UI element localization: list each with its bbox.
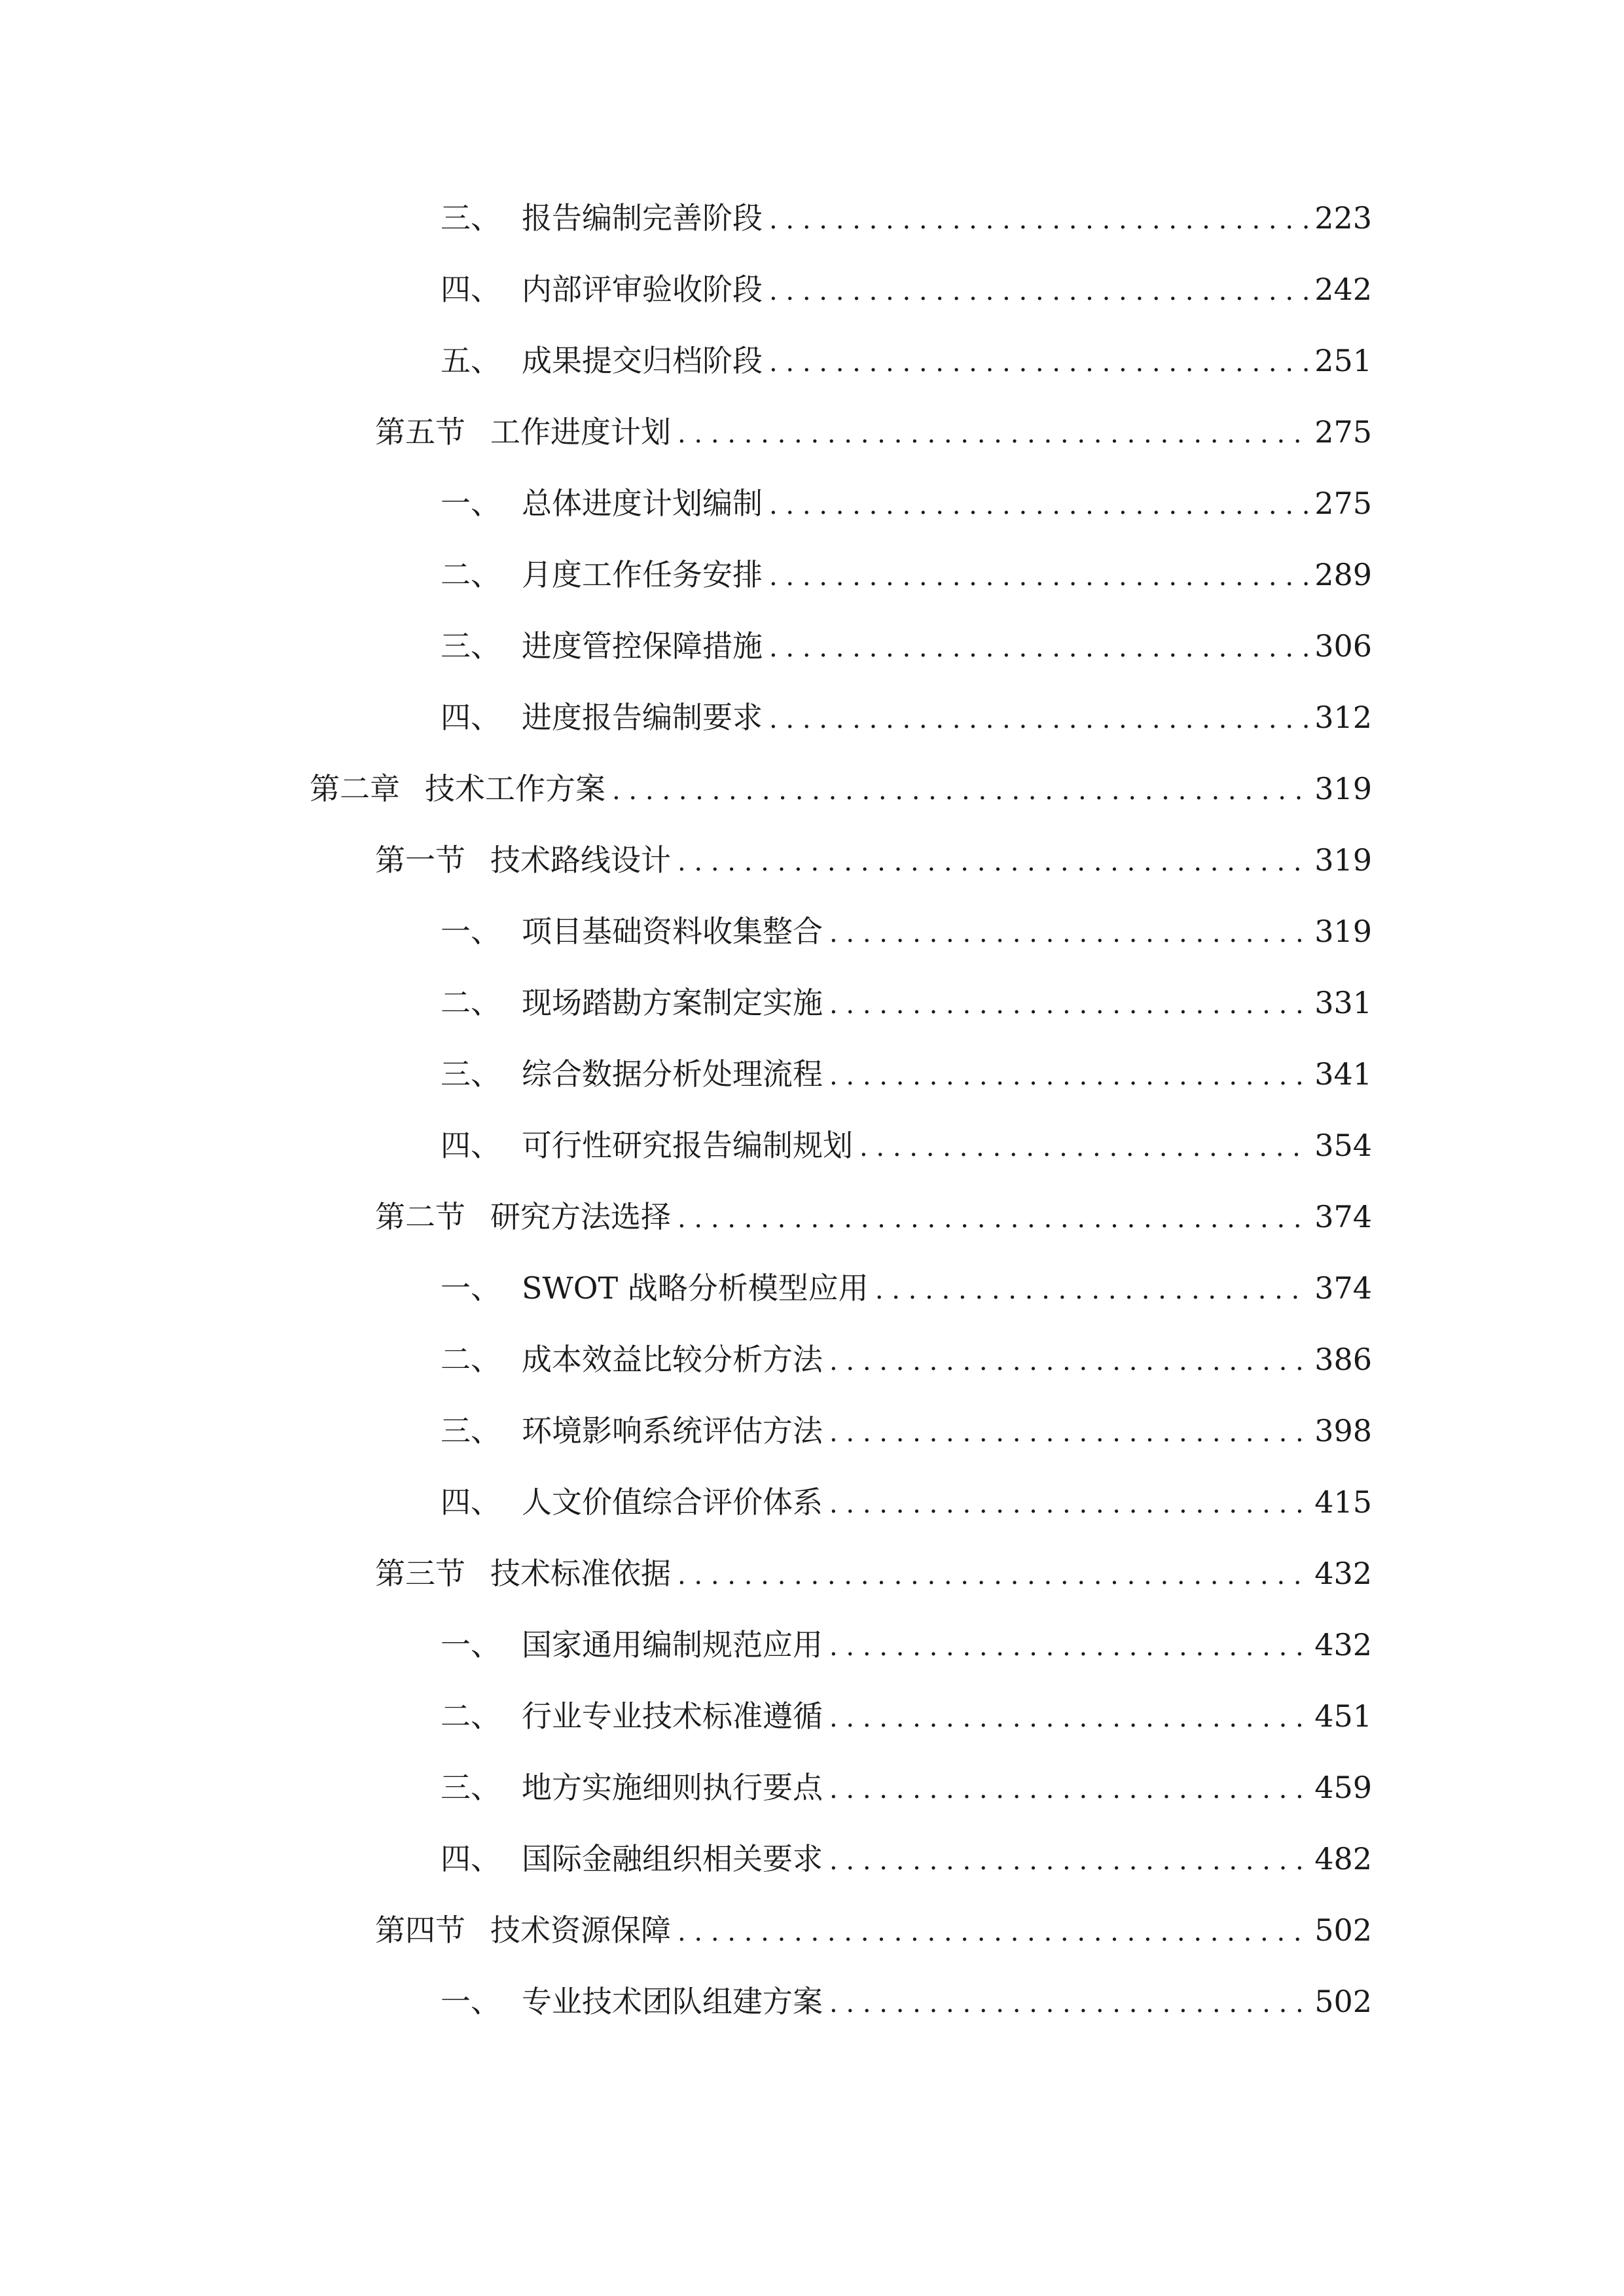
toc-entry-number: 三、 xyxy=(441,1770,501,1805)
toc-entry-title: 技术标准依据 xyxy=(490,1556,671,1591)
toc-entry-title: 成本效益比较分析方法 xyxy=(522,1342,823,1377)
dot-leader xyxy=(769,625,1308,671)
toc-entry-number: 四、 xyxy=(441,1484,501,1520)
toc-entry[interactable] xyxy=(441,1693,1372,1739)
toc-entry-page: 319 xyxy=(1314,771,1372,806)
toc-entry[interactable] xyxy=(441,338,1372,384)
toc-entry-title: 专业技术团队组建方案 xyxy=(522,1984,823,2019)
toc-entry-title: 地方实施细则执行要点 xyxy=(522,1770,823,1805)
toc-entry-title: 可行性研究报告编制规划 xyxy=(522,1128,853,1163)
toc-entry-title: 综合数据分析处理流程 xyxy=(522,1056,823,1092)
toc-entry-page: 289 xyxy=(1314,557,1372,592)
toc-entry[interactable] xyxy=(375,1551,1372,1596)
dot-leader xyxy=(677,1909,1308,1955)
toc-entry-number: 二、 xyxy=(441,1342,501,1377)
toc-entry[interactable] xyxy=(441,480,1372,526)
toc-entry-title: 国际金融组织相关要求 xyxy=(522,1841,823,1876)
dot-leader xyxy=(829,1695,1308,1741)
toc-entry-number: 四、 xyxy=(441,272,501,307)
toc-entry-number: 三、 xyxy=(441,1413,501,1448)
toc-entry-number: 四、 xyxy=(441,1841,501,1876)
toc-entry-page: 386 xyxy=(1314,1342,1372,1377)
toc-entry[interactable] xyxy=(441,195,1372,241)
toc-entry-number: 二、 xyxy=(441,1698,501,1734)
toc-entry-number: 第二章 xyxy=(310,771,400,806)
toc-entry[interactable] xyxy=(441,1622,1372,1668)
toc-entry[interactable] xyxy=(441,623,1372,669)
toc-entry-title: 进度报告编制要求 xyxy=(522,700,763,735)
toc-entry[interactable] xyxy=(441,694,1372,740)
dot-leader xyxy=(769,268,1308,314)
toc-entry-number: 二、 xyxy=(441,557,501,592)
dot-leader xyxy=(769,554,1308,600)
dot-leader xyxy=(829,1838,1308,1884)
dot-leader xyxy=(829,1481,1308,1527)
toc-entry-title: 工作进度计划 xyxy=(490,414,671,450)
toc-entry-title: 月度工作任务安排 xyxy=(522,557,763,592)
toc-entry-title: 进度管控保障措施 xyxy=(522,628,763,664)
toc-entry-title: 人文价值综合评价体系 xyxy=(522,1484,823,1520)
toc-entry-number: 五、 xyxy=(441,343,501,378)
dot-leader xyxy=(677,1552,1308,1598)
dot-leader xyxy=(829,910,1308,956)
toc-entry-number: 三、 xyxy=(441,628,501,664)
toc-entry[interactable] xyxy=(441,552,1372,598)
toc-entry[interactable] xyxy=(441,1122,1372,1168)
toc-entry-number: 第一节 xyxy=(375,842,465,878)
dot-leader xyxy=(769,696,1308,742)
dot-leader xyxy=(677,839,1308,885)
toc-entry-page: 312 xyxy=(1314,700,1372,735)
dot-leader xyxy=(829,1053,1308,1099)
toc-entry-number: 二、 xyxy=(441,985,501,1020)
toc-entry[interactable] xyxy=(441,1051,1372,1097)
toc-entry-page: 242 xyxy=(1314,272,1372,307)
dot-leader xyxy=(829,1410,1308,1456)
toc-entry-page: 451 xyxy=(1314,1698,1372,1734)
dot-leader xyxy=(677,411,1308,457)
toc-entry-number: 一、 xyxy=(441,486,501,521)
toc-entry-page: 502 xyxy=(1314,1984,1372,2019)
toc-entry[interactable] xyxy=(441,1765,1372,1810)
toc-entry-title: 技术资源保障 xyxy=(490,1912,671,1948)
toc-entry[interactable] xyxy=(375,1907,1372,1953)
toc-entry-number: 第三节 xyxy=(375,1556,465,1591)
toc-entry-page: 432 xyxy=(1314,1556,1372,1591)
toc-entry-title: 技术工作方案 xyxy=(425,771,605,806)
toc-entry[interactable] xyxy=(441,1479,1372,1525)
toc-entry-page: 251 xyxy=(1314,343,1372,378)
toc-entry-number: 四、 xyxy=(441,700,501,735)
toc-entry[interactable] xyxy=(441,980,1372,1026)
toc-entry-page: 415 xyxy=(1314,1484,1372,1520)
toc-entry-page: 306 xyxy=(1314,628,1372,664)
toc-entry-title: 环境影响系统评估方法 xyxy=(522,1413,823,1448)
dot-leader xyxy=(769,197,1308,243)
toc-entry-number: 四、 xyxy=(441,1128,501,1163)
toc-entry[interactable] xyxy=(375,409,1372,455)
dot-leader xyxy=(677,1196,1308,1242)
toc-entry-page: 223 xyxy=(1314,200,1372,236)
toc-entry-title: 总体进度计划编制 xyxy=(522,486,763,521)
toc-entry-title: 研究方法选择 xyxy=(490,1199,671,1234)
dot-leader xyxy=(769,482,1308,528)
dot-leader xyxy=(612,768,1308,814)
toc-entry-page: 374 xyxy=(1314,1270,1372,1306)
toc-entry-page: 319 xyxy=(1314,842,1372,878)
dot-leader xyxy=(829,1338,1308,1384)
toc-entry-title: SWOT 战略分析模型应用 xyxy=(522,1270,869,1306)
toc-entry-title: 成果提交归档阶段 xyxy=(522,343,763,378)
toc-entry-title: 行业专业技术标准遵循 xyxy=(522,1698,823,1734)
toc-entry-page: 354 xyxy=(1314,1128,1372,1163)
toc-entry-page: 459 xyxy=(1314,1770,1372,1805)
toc-entry-title: 技术路线设计 xyxy=(490,842,671,878)
toc-entry[interactable] xyxy=(441,1836,1372,1882)
toc-entry-page: 482 xyxy=(1314,1841,1372,1876)
dot-leader xyxy=(859,1124,1308,1170)
toc-entry-page: 275 xyxy=(1314,486,1372,521)
toc-entry-page: 374 xyxy=(1314,1199,1372,1234)
toc-entry-number: 三、 xyxy=(441,1056,501,1092)
toc-entry-page: 502 xyxy=(1314,1912,1372,1948)
toc-entry-number: 一、 xyxy=(441,1627,501,1662)
toc-entry-number: 一、 xyxy=(441,1984,501,2019)
toc-entry-page: 398 xyxy=(1314,1413,1372,1448)
toc-entry-number: 一、 xyxy=(441,914,501,949)
toc-entry-number: 三、 xyxy=(441,200,501,236)
toc-entry[interactable] xyxy=(441,266,1372,312)
toc-entry[interactable] xyxy=(441,908,1372,954)
toc-entry[interactable] xyxy=(441,1979,1372,2024)
toc-entry-page: 432 xyxy=(1314,1627,1372,1662)
dot-leader xyxy=(829,1767,1308,1812)
toc-entry-page: 319 xyxy=(1314,914,1372,949)
toc-entry-title: 报告编制完善阶段 xyxy=(522,200,763,236)
toc-entry[interactable] xyxy=(375,837,1372,883)
toc-entry[interactable] xyxy=(441,1408,1372,1454)
toc-entry[interactable] xyxy=(441,1336,1372,1382)
toc-entry-title: 项目基础资料收集整合 xyxy=(522,914,823,949)
toc-entry[interactable] xyxy=(310,766,1372,812)
toc-entry-number: 第五节 xyxy=(375,414,465,450)
toc-entry-title: 现场踏勘方案制定实施 xyxy=(522,985,823,1020)
dot-leader xyxy=(769,340,1308,386)
toc-entry-page: 341 xyxy=(1314,1056,1372,1092)
toc-entry-page: 331 xyxy=(1314,985,1372,1020)
dot-leader xyxy=(829,1981,1308,2026)
toc-entry-page: 275 xyxy=(1314,414,1372,450)
dot-leader xyxy=(829,982,1308,1028)
toc-entry[interactable] xyxy=(441,1265,1372,1311)
toc-entry-number: 第二节 xyxy=(375,1199,465,1234)
toc-entry-number: 一、 xyxy=(441,1270,501,1306)
toc-entry-title: 内部评审验收阶段 xyxy=(522,272,763,307)
toc-entry[interactable] xyxy=(375,1194,1372,1240)
dot-leader xyxy=(829,1624,1308,1670)
toc-entry-title: 国家通用编制规范应用 xyxy=(522,1627,823,1662)
toc-entry-number: 第四节 xyxy=(375,1912,465,1948)
dot-leader xyxy=(875,1267,1308,1313)
